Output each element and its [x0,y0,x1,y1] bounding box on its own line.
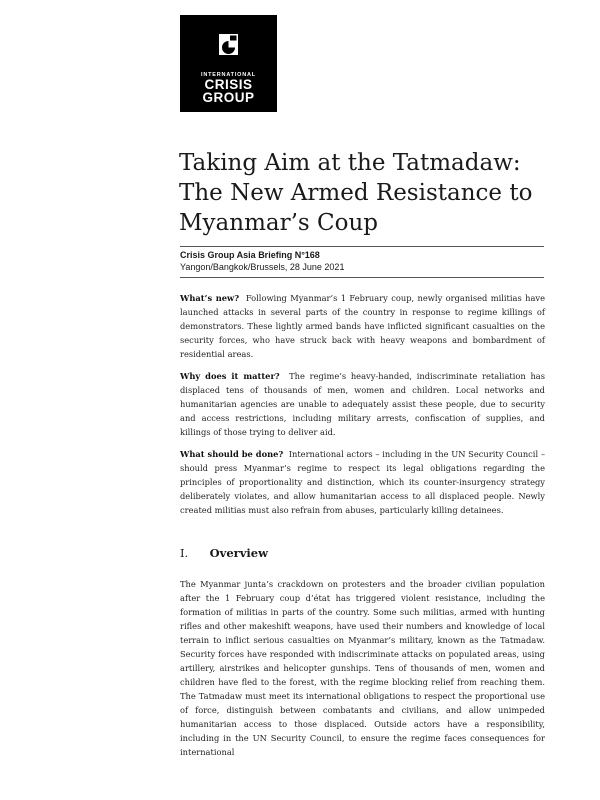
divider-bottom [180,277,544,278]
divider-top [180,246,544,247]
place-date: Yangon/Bangkok/Brussels, 28 June 2021 [180,262,345,272]
summary-label: Why does it matter? [180,371,280,381]
section-heading [180,546,268,560]
crisis-group-logo [180,15,277,112]
summary-whats-new: What’s new? Following Myanmar’s 1 February coup, newly organised militias have launched attacks in several parts of the country in response to regime killings of demonstrators. These lightly armed bands have inflicted significant casualties on the security forces, who have struck back with heavy weapons and bombardment of residential areas. [180,293,546,359]
report-title: Taking Aim at the Tatmadaw: The New Armed Resistance to Myanmar’s Coup [179,150,533,236]
logo-line-international: INTERNATIONAL [201,72,256,78]
logo-line-crisis-group: CRISIS GROUP [202,77,255,105]
summary-why-matters: Why does it matter? The regime’s heavy-handed, indiscriminate retaliation has displaced tens of thousands of men, women and children. Local networks and humanitarian agencies are unable to adequately assist these people, due to security and access restrictions, including military arrests, confiscation of supplies, and killings of those trying to deliver aid. [180,371,545,437]
overview-paragraph: The Myanmar junta’s crackdown on protesters and the broader civilian population after the 1 February coup d’état has triggered violent resistance, including the formation of militias in parts of the country. Some such militias, armed with hunting rifles and other makeshift weapons, have used their numbers and knowledge of local terrain to inflict serious casualties on Myanmar’s military, known as the Tatmadaw. Security forces have responded with indiscriminate attacks on populated areas, using artillery, airstrikes and helicopter gunships. Tens of thousands of men, women and children have fled to the forest, with the regime blocking relief from reaching them. The Tatmadaw must meet its international obligations to respect the proportional use of force, distinguish between combatants and civilians, and allow unimpeded humanitarian access to those displaced. Outside actors have a responsibility, including in the UN Security Council, to ensure the regime faces consequences for international [180,579,545,757]
summary-what-done: What should be done? International actors – including in the UN Security Council – should press Myanmar’s regime to respect its legal obligations regarding the principles of proportionality and distinction, which its counter-insurgency strategy deliberately violates, and allow humanitarian access to all displaced people. Newly created militias must also refrain from abuses, particularly killing detainees. [180,449,545,515]
section-title: Overview [209,546,268,560]
briefing-series: Crisis Group Asia Briefing N°168 [180,250,320,260]
summary-label: What should be done? [180,449,284,459]
summary-label: What’s new? [180,293,240,303]
section-number: I. [180,546,189,560]
logo-mark-icon [216,31,241,58]
